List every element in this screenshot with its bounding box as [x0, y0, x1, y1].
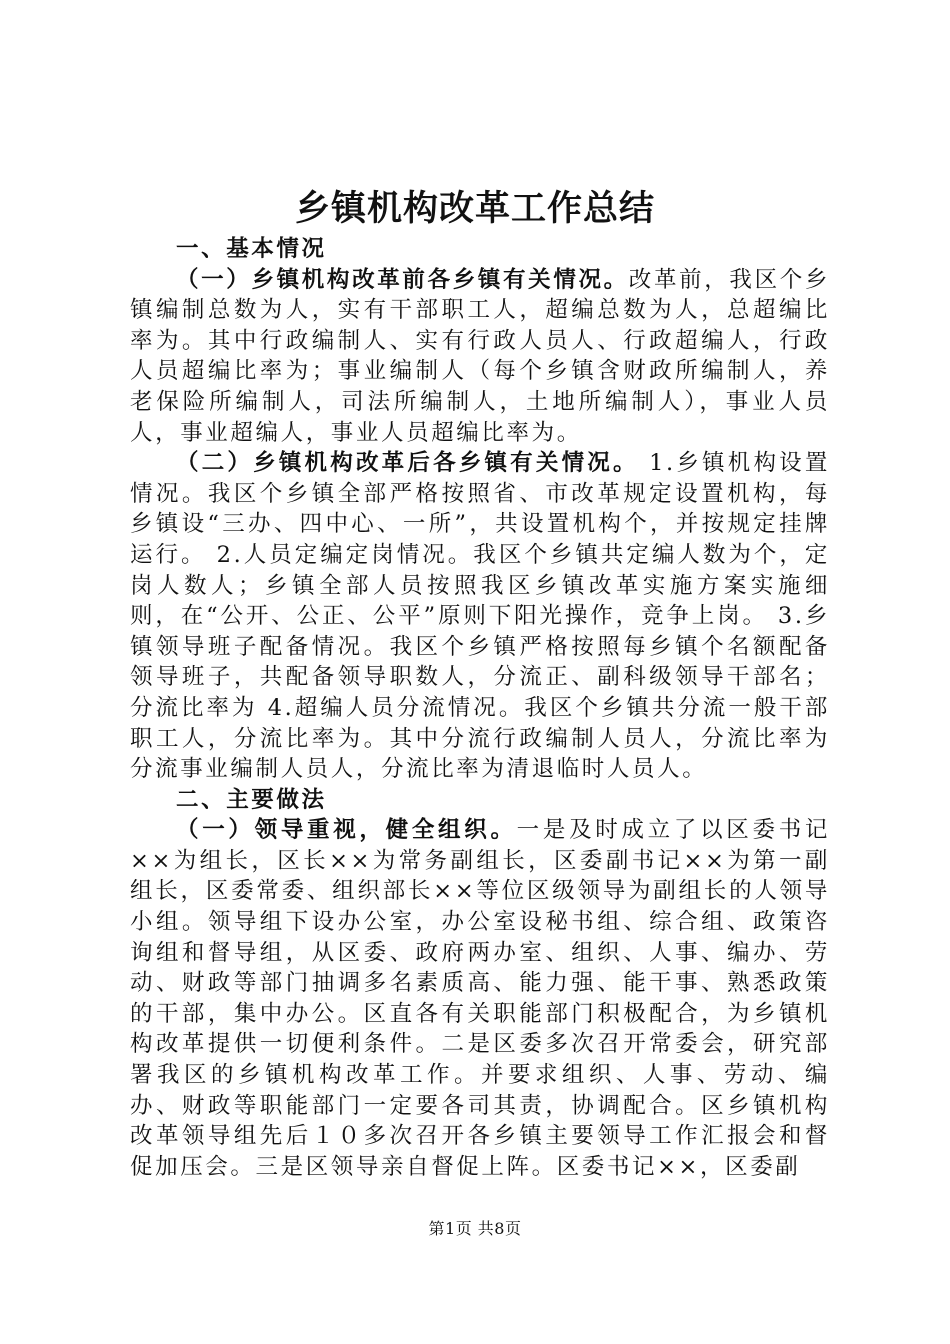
paragraph-text: 1.乡镇机构设置情况。我区个乡镇全部严格按照省、市改革规定设置机构，每乡镇设“三办、四中心、一所”，共设置机构个，并按规定挂牌运行。 2.人员定编定岗情况。我区个乡镇共定编人数为个，定岗人数人；乡镇全部人员按照我区乡镇改革实施方案实施细则，在“公开、公正、公平”原则下阳光操作，竞争上岗。 3.乡镇领导班子配备情况。我区个乡镇严格按照每乡镇个名额配备领导班子，共配备领导职数人，分流正、副科级领导干部名；分流比率为 4.超编人员分流情况。我区个乡镇共分流一般干部职工人，分流比率为。其中分流行政编制人员人，分流比率为分流事业编制人员人，分流比率为清退临时人员人。 [130, 450, 830, 783]
body-paragraph [130, 265, 830, 449]
paragraph-lead: （二）乡镇机构改革后各乡镇有关情况。 [176, 450, 639, 477]
section-heading: 二、主要做法 [176, 786, 327, 813]
page-number-footer: 第1页 共8页 [428, 1219, 522, 1238]
paragraph-lead: （一）领导重视，健全组织。 [176, 817, 517, 844]
body-paragraph [130, 815, 830, 1182]
document-body [130, 234, 830, 1182]
paragraph-lead: （一）乡镇机构改革前各乡镇有关情况。 [176, 266, 629, 293]
document-title: 乡镇机构改革工作总结 [294, 188, 655, 229]
paragraph-text: 一是及时成立了以区委书记××为组长，区长××为常务副组长，区委副书记××为第一副组长，区委常委、组织部长××等位区级领导为副组长的人领导小组。领导组下设办公室，办公室设秘书组、综合组、政策咨询组和督导组，从区委、政府两办室、组织、人事、编办、劳动、财政等部门抽调多名素质高、能力强、能干事、熟悉政策的干部，集中办公。区直各有关职能部门积极配合，为乡镇机构改革提供一切便利条件。二是区委多次召开常委会，研究部署我区的乡镇机构改革工作。并要求组织、人事、劳动、编办、财政等职能部门一定要各司其责，协调配合。区乡镇机构改革领导组先后１０多次召开各乡镇主要领导工作汇报会和督促加压会。三是区领导亲自督促上阵。区委书记××，区委副 [130, 817, 830, 1180]
section-heading: 一、基本情况 [176, 236, 327, 262]
body-paragraph [130, 448, 830, 785]
paragraph-text: 改革前，我区个乡镇编制总数为人，实有干部职工人，超编总数为人，总超编比率为。其中行政编制人、实有行政人员人、行政超编人，行政人员超编比率为；事业编制人（每个乡镇含财政所编制人，养老保险所编制人，司法所编制人，土地所编制人），事业人员人，事业超编人，事业人员超编比率为。 [130, 266, 830, 446]
